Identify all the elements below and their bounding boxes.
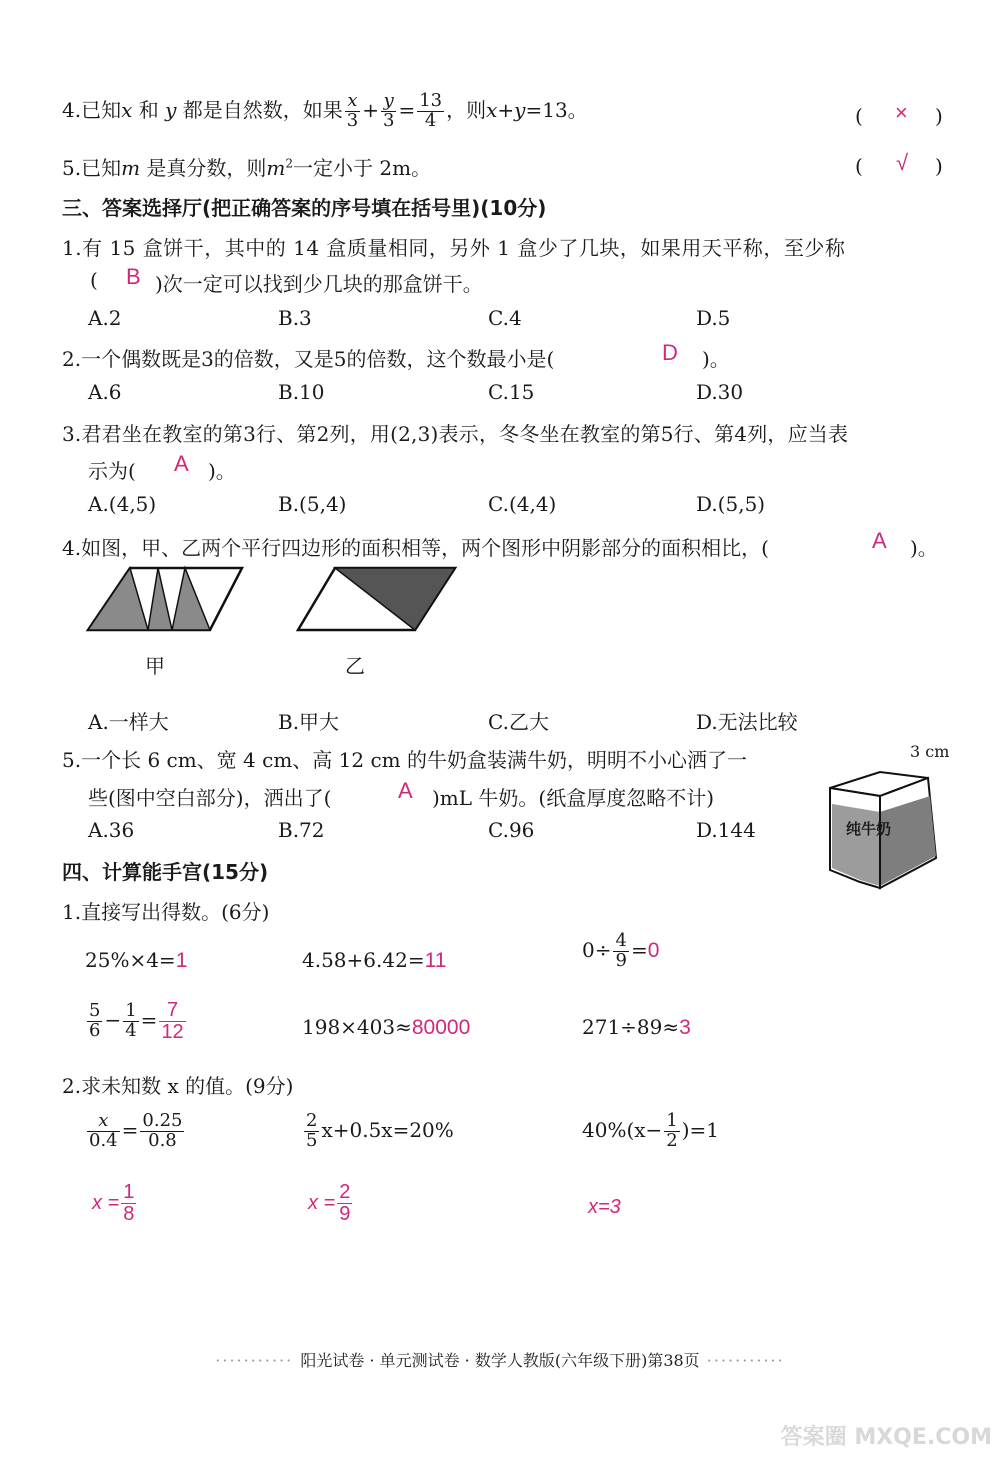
judge-q4-paren-r: ) <box>935 104 943 128</box>
calc-1: 25%×4=1 <box>85 948 188 972</box>
s3-q2-answer: D <box>662 340 678 365</box>
judge-q5-answer: √ <box>896 150 909 175</box>
judge-q5-paren: ( <box>855 154 863 178</box>
calc-6: 271÷89≈3 <box>582 1015 691 1039</box>
calc-2: 4.58+6.42=11 <box>302 948 447 972</box>
page-footer: ··········· 阳光试卷 · 单元测试卷 · 数学人教版(六年级下册)第38页 ··········· <box>215 1351 785 1370</box>
judge-q5-paren-r: ) <box>935 154 943 178</box>
s3-q1-opt-c: C.4 <box>488 306 522 330</box>
label-yi: 乙 <box>345 654 365 678</box>
s3-q5-opt-b: B.72 <box>278 818 325 842</box>
s3-q4-opt-a: A.一样大 <box>88 710 169 734</box>
judge-q5: 5.已知m 是真分数，则$m^2$一定小于 2m。 <box>62 156 432 180</box>
s3-q4-text: 4.如图，甲、乙两个平行四边形的面积相等，两个图形中阴影部分的面积相比，( <box>62 536 769 560</box>
milk-box-dim: 3 cm <box>910 742 950 761</box>
s4-p1-title: 1.直接写出得数。(6分) <box>62 900 270 924</box>
s3-q5-answer: A <box>398 778 413 803</box>
s3-q3-opt-a: A.(4,5) <box>88 492 157 516</box>
s3-q5-opt-c: C.96 <box>488 818 535 842</box>
s3-q3-line1: 3.君君坐在教室的第3行、第2列，用(2,3)表示，冬冬坐在教室的第5行、第4列，应当表 <box>62 422 849 446</box>
s3-q3-opt-b: B.(5,4) <box>278 492 347 516</box>
s3-q1-opt-b: B.3 <box>278 306 312 330</box>
calc-3: 0÷ $\frac{4}{9}$ =0 <box>582 930 660 971</box>
s3-q5-pre: 些(图中空白部分)，洒出了( <box>88 786 332 810</box>
milk-box-label: 纯牛奶 <box>846 820 892 838</box>
section3-title: 三、答案选择厅(把正确答案的序号填在括号里)(10分) <box>62 196 547 220</box>
s3-q5-opt-a: A.36 <box>88 818 135 842</box>
judge-q4: 4.已知x 和 y 都是自然数，如果 $\frac{x}{3}$ + $\frac{y}{3}$ = $\frac{13}{4}$ ，则x+y=13。 <box>62 90 588 131</box>
s3-q2-opt-a: A.6 <box>88 380 122 404</box>
s3-q3-opt-d: D.(5,5) <box>696 492 766 516</box>
s3-q2-text: 2.一个偶数既是3的倍数，又是5的倍数，这个数最小是( <box>62 347 555 371</box>
equation-1-answer: x = $\frac{1}{8}$ <box>92 1181 135 1225</box>
s3-q2-opt-d: D.30 <box>696 380 744 404</box>
calc-5: 198×403≈80000 <box>302 1015 471 1039</box>
s3-q1-rest: )次一定可以找到少几块的那盒饼干。 <box>155 272 483 296</box>
s3-q3-opt-c: C.(4,4) <box>488 492 557 516</box>
s3-q2-tail: )。 <box>702 347 730 371</box>
equation-2-answer: x = $\frac{2}{9}$ <box>308 1181 351 1225</box>
judge-q4-paren: ( <box>855 104 863 128</box>
parallelogram-yi <box>298 568 455 630</box>
s3-q1-line2: ( <box>90 268 98 292</box>
calc-4: $\frac{5}{6}$ − $\frac{1}{4}$ = $\frac{7}{12}$ <box>89 999 184 1043</box>
equation-2: $\frac{2}{5}$ x+0.5x=20% <box>306 1110 454 1151</box>
s3-q4-opt-d: D.无法比较 <box>696 710 798 734</box>
judge-q4-answer: × <box>895 100 908 125</box>
s3-q1-line1: 1.有 15 盒饼干，其中的 14 盒质量相同，另外 1 盒少了几块，如果用天平称，至少称 <box>62 236 846 260</box>
s3-q5-tail: )mL 牛奶。(纸盒厚度忽略不计) <box>432 786 715 810</box>
s3-q2-opt-c: C.15 <box>488 380 535 404</box>
s3-q2-opt-b: B.10 <box>278 380 325 404</box>
s3-q4-tail: )。 <box>910 536 938 560</box>
s4-p2-title: 2.求未知数 x 的值。(9分) <box>62 1074 294 1098</box>
s3-q1-opt-d: D.5 <box>696 306 731 330</box>
s3-q5-line1: 5.一个长 6 cm、宽 4 cm、高 12 cm 的牛奶盒装满牛奶，明明不小心洒了一 <box>62 748 747 772</box>
s3-q4-opt-b: B.甲大 <box>278 710 340 734</box>
s3-q1-opt-a: A.2 <box>88 306 122 330</box>
s3-q3-answer: A <box>174 451 189 476</box>
s3-q4-opt-c: C.乙大 <box>488 710 549 734</box>
section4-title: 四、计算能手宫(15分) <box>62 860 269 884</box>
equation-3: 40%(x− $\frac{1}{2}$ )=1 <box>582 1110 720 1151</box>
s3-q1-answer: B <box>126 264 141 289</box>
s3-q3-pre: 示为( <box>88 459 136 483</box>
equation-3-answer: x=3 <box>588 1196 621 1218</box>
s3-q5-opt-d: D.144 <box>696 818 756 842</box>
label-jia: 甲 <box>145 654 165 678</box>
equation-1: $\frac{x}{0.4}$ = $\frac{0.25}{0.8}$ <box>89 1110 183 1151</box>
watermark: 答案圈 MXQE.COM <box>780 1424 992 1450</box>
parallelogram-jia <box>88 568 242 630</box>
parallelogram-figures <box>80 562 480 642</box>
s3-q4-answer: A <box>872 528 887 553</box>
s3-q3-tail: )。 <box>208 459 236 483</box>
